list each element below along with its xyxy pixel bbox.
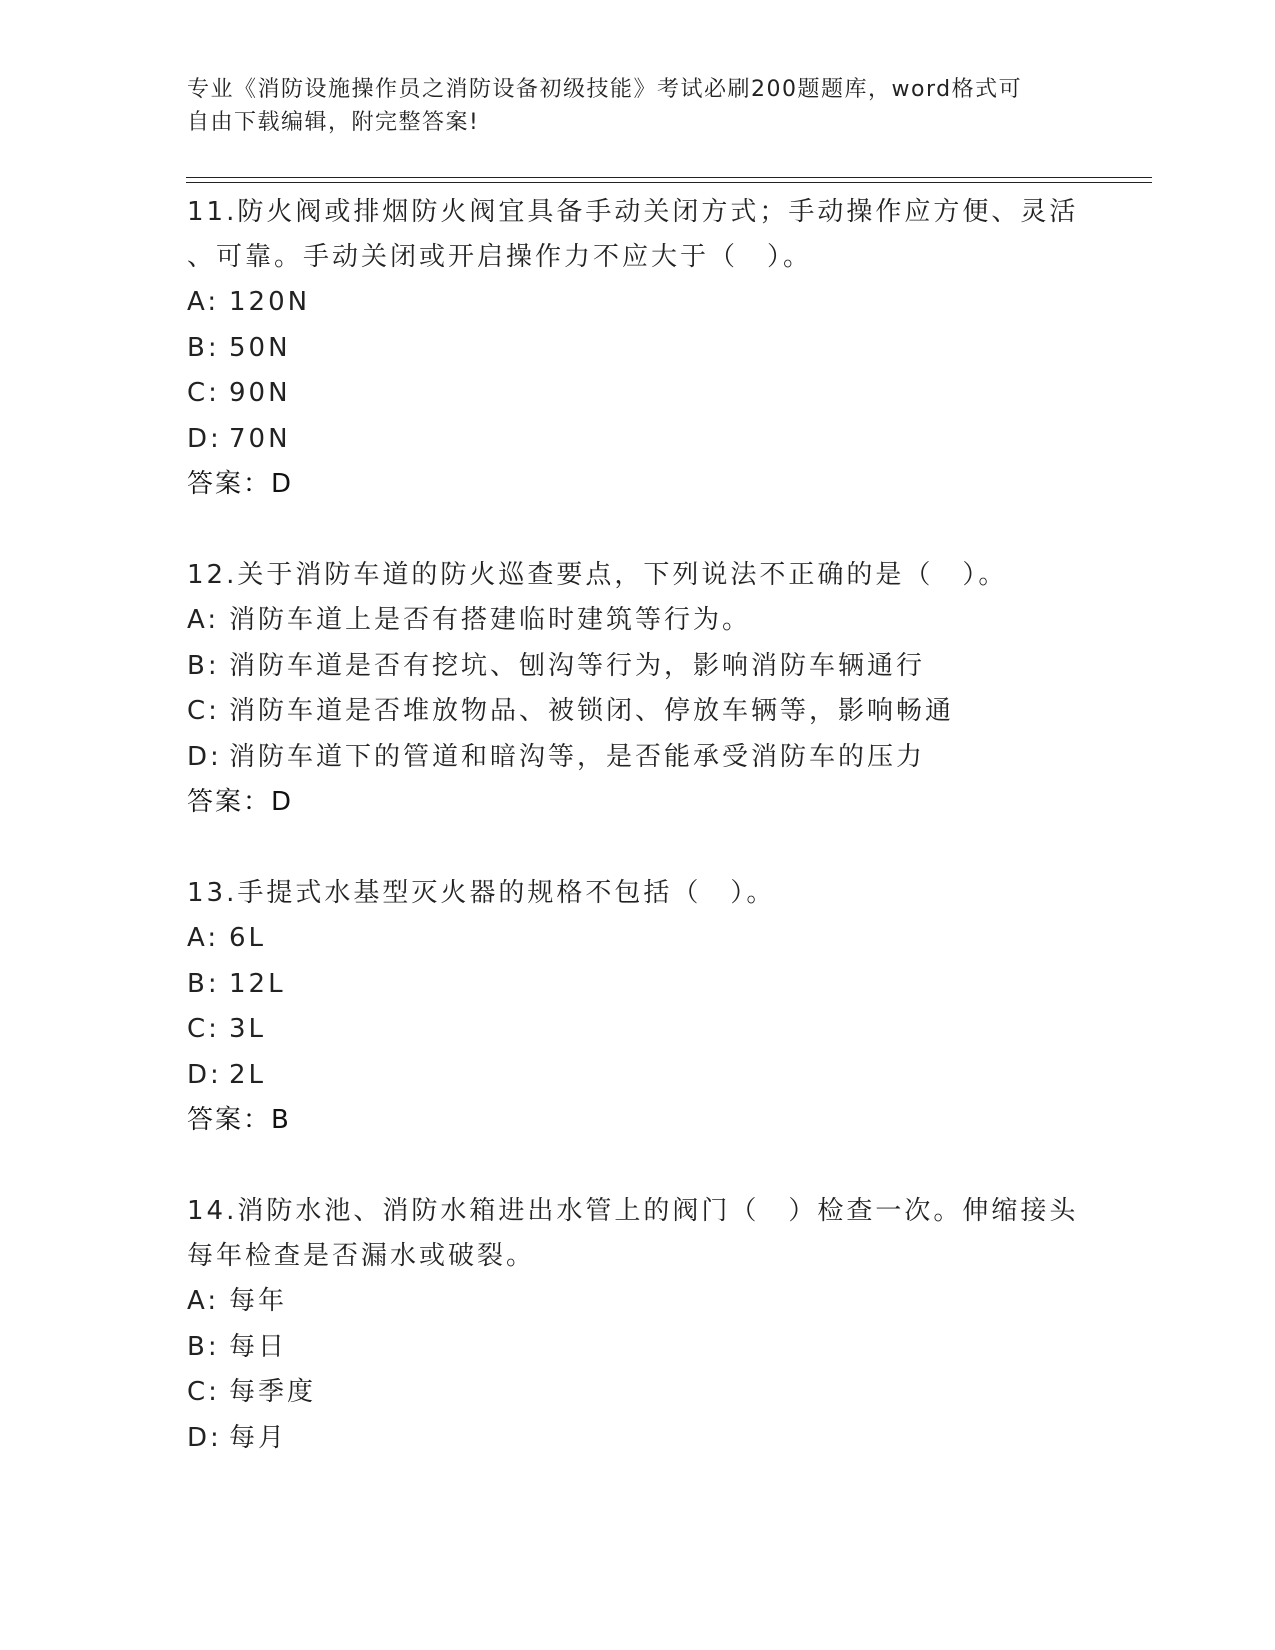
option-d	[187, 1053, 1087, 1099]
option-c	[187, 371, 1087, 417]
option-text: 每年	[229, 1286, 288, 1316]
option-key: B:	[187, 650, 220, 681]
option-b	[187, 1325, 1087, 1371]
option-text: 3L	[229, 1014, 267, 1044]
option-c	[187, 1370, 1087, 1416]
option-d	[187, 735, 1087, 781]
answer-line: 答案：B	[187, 1105, 291, 1135]
header-rule-top	[186, 177, 1152, 178]
option-key: C:	[187, 696, 220, 726]
option-text: 120N	[229, 287, 311, 317]
question-14	[187, 1189, 1087, 1461]
question-12	[187, 553, 1087, 824]
option-text: 消防车道上是否有搭建临时建筑等行为。	[229, 605, 752, 635]
question-stem-line-1: 13.手提式水基型灭火器的规格不包括（ ）。	[187, 878, 776, 908]
option-text: 6L	[229, 923, 267, 953]
option-key: A:	[187, 605, 220, 635]
option-text: 消防车道是否有挖坑、刨沟等行为，影响消防车辆通行	[229, 650, 926, 681]
option-text: 90N	[229, 378, 291, 408]
option-key: C:	[187, 1377, 220, 1407]
option-b	[187, 962, 1087, 1008]
question-stem-line-2: 、可靠。手动关闭或开启操作力不应大于（ ）。	[187, 242, 813, 272]
document-header	[187, 73, 1067, 139]
option-key: D:	[187, 741, 222, 772]
option-key: C:	[187, 1014, 220, 1044]
option-key: D:	[187, 1059, 222, 1090]
option-text: 消防车道是否堆放物品、被锁闭、停放车辆等，影响畅通	[229, 696, 955, 726]
option-a	[187, 598, 1087, 644]
option-a	[187, 1279, 1087, 1325]
option-d	[187, 1416, 1087, 1462]
header-line-2: 自由下载编辑，附完整答案!	[187, 110, 480, 135]
option-a	[187, 280, 1087, 326]
option-b	[187, 326, 1087, 372]
option-key: A:	[187, 1286, 220, 1316]
option-d	[187, 417, 1087, 463]
option-key: A:	[187, 287, 220, 317]
answer-line: 答案：D	[187, 469, 294, 499]
option-text: 2L	[229, 1059, 267, 1090]
question-stem-line-2: 每年检查是否漏水或破裂。	[187, 1241, 536, 1271]
option-key: B:	[187, 332, 220, 363]
question-11	[187, 190, 1087, 506]
option-text: 每日	[229, 1331, 288, 1362]
option-text: 12L	[229, 968, 286, 999]
option-key: D:	[187, 1422, 222, 1453]
option-key: B:	[187, 1331, 220, 1362]
option-c	[187, 689, 1087, 735]
answer-line: 答案：D	[187, 787, 294, 817]
question-13	[187, 871, 1087, 1142]
header-rule-bottom	[186, 182, 1152, 183]
option-c	[187, 1007, 1087, 1053]
option-text: 每月	[229, 1422, 288, 1453]
option-a	[187, 916, 1087, 962]
option-key: D:	[187, 423, 222, 454]
option-key: B:	[187, 968, 220, 999]
option-key: A:	[187, 923, 220, 953]
option-text: 70N	[229, 423, 291, 454]
option-text: 消防车道下的管道和暗沟等，是否能承受消防车的压力	[229, 741, 926, 772]
header-line-1: 专业《消防设施操作员之消防设备初级技能》考试必刷200题题库，word格式可	[187, 77, 1023, 102]
option-text: 每季度	[229, 1377, 317, 1407]
question-stem-line-1: 12.关于消防车道的防火巡查要点，下列说法不正确的是（ ）。	[187, 560, 1008, 590]
question-stem-line-1: 14.消防水池、消防水箱进出水管上的阀门（ ）检查一次。伸缩接头	[187, 1196, 1079, 1226]
option-text: 50N	[229, 332, 291, 363]
option-b	[187, 644, 1087, 690]
question-stem-line-1: 11.防火阀或排烟防火阀宜具备手动关闭方式；手动操作应方便、灵活	[187, 197, 1079, 227]
option-key: C:	[187, 378, 220, 408]
